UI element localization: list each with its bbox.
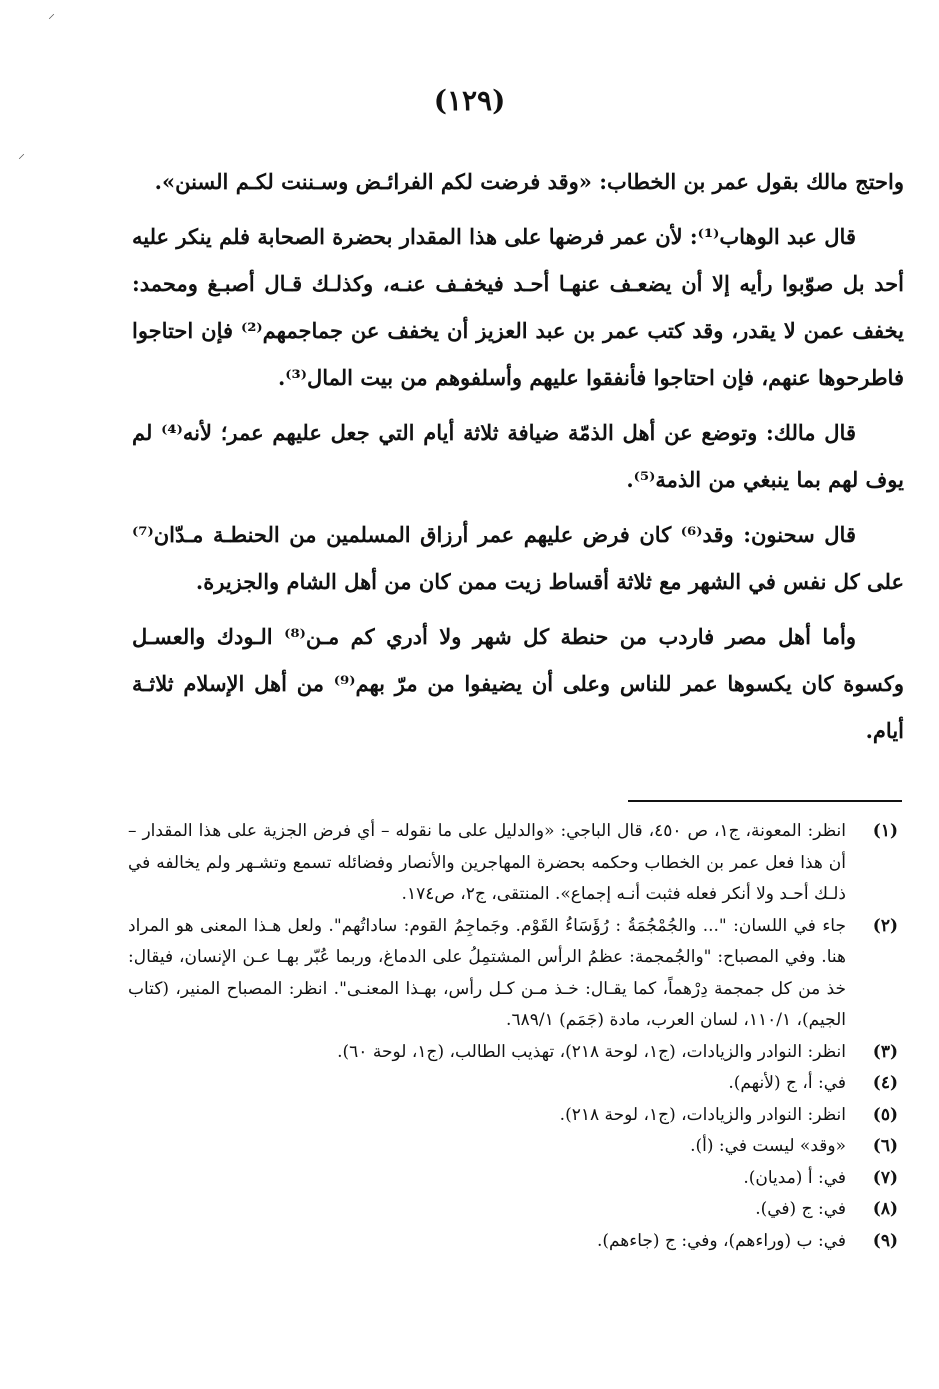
- footnote-text: انظر: النوادر والزيادات، (ج١، لوحة ٢١٨).: [559, 1104, 846, 1125]
- footnote: [128, 816, 898, 911]
- footnote: [128, 911, 898, 1037]
- footnote: [128, 1100, 898, 1132]
- footnote: [128, 1037, 898, 1069]
- paragraph: قال عبد الوهاب⁽¹⁾: لأن عمر فرضها على هذا المقدار بحضرة الصحابة فلم ينكر عليه أحد بل صوّبوا رأيه إلا أن يضعـف عنهـا أحـد فيخفـف عنـه، وكذلـك قـال أصبـغ ومحمد: يخفف عمن لا يقدر، وقد كتب عمر بن عبد العزيز أن يخفف عن جماجمهم⁽²⁾ فإن احتاجوا فاطرحوها عنهم، فإن احتاجوا فأنفقوا عليهم وأسلفوهم من بيت المال⁽³⁾.: [132, 224, 904, 390]
- paragraph: قال سحنون: وقد⁽⁶⁾ كان فرض عليهم عمر أرزاق المسلمين من الحنطـة مـدّان⁽⁷⁾ على كل نفس في الشهر مع ثلاثة أقساط زيت ممن كان من أهل الشام والجزيرة.: [132, 522, 904, 594]
- footnote-number: (٧): [872, 1167, 898, 1188]
- footnote-number: (٣): [872, 1041, 898, 1062]
- footnotes: [128, 816, 898, 1257]
- footnote-number: (٥): [872, 1104, 898, 1125]
- paragraph: واحتج مالك بقول عمر بن الخطاب: «وقد فرضت لكم الفرائـض وسـننت لكـم السنن».: [154, 169, 904, 194]
- footnote-text: انظر: المعونة، ج١، ص ٤٥٠، قال الباجي: «والدليل على ما نقوله – أي فرض الجزية على هذا المقدار – أن هذا فعل عمر بن الخطاب وحكمه بحضرة المهاجرين والأنصار وفضائله تسمع وتشـهر ولم يخالفه في ذلـك أحـد ولا أنكر فعله فثبت أنـه إجماع». المنتقى، ج٢، ص١٧٤.: [128, 821, 846, 904]
- footnote-number: (٢): [872, 915, 898, 936]
- paragraph: وأما أهل مصر فاردب من حنطة كل شهر ولا أدري كم مـن⁽⁸⁾ الـودك والعسـل وكسوة كان يكسوها عمر للناس وعلى أن يضيفوا من مرّ بهم⁽⁹⁾ من أهل الإسلام ثلاثـة أيام.: [132, 624, 904, 743]
- footnote-text: انظر: النوادر والزيادات، (ج١، لوحة ٢١٨)، تهذيب الطالب، (ج١، لوحة ٦٠).: [337, 1041, 846, 1062]
- footnote-number: (٤): [872, 1073, 898, 1093]
- footnote-text: في: ج (في).: [755, 1199, 846, 1219]
- paragraph: قال مالك: وتوضع عن أهل الذمّة ضيافة ثلاثة أيام التي جعل عليهم عمر؛ لأنه⁽⁴⁾ لم يوف لهم بما ينبغي من الذمة⁽⁵⁾.: [132, 420, 904, 492]
- scan-mark: ⸝: [48, 6, 55, 22]
- main-text: [132, 158, 904, 762]
- footnote: [128, 1194, 898, 1226]
- footnote-number: (١): [872, 821, 898, 841]
- footnote: [128, 1068, 898, 1100]
- scan-mark: ⸝: [18, 146, 25, 162]
- page-number: (١٢٩): [433, 84, 506, 117]
- footnote-text: جاء في اللسان: "... والجُمْجُمَةُ : رُؤَسَاءُ القَوْم. وجَماجِمُ القوم: ساداتُهم". ولعل هـذا المعنى هو المراد هنا. وفي المصباح: "والجُمجمة: عظمُ الرأس المشتمِلُ على الدماغ، وربما عُبّر بهـا عـن الإنسان، فيقال: خذ من كل جمجمة دِرْهماً، كما يقـال: خـذ مـن كـل رأس، بهـذا المعنـى". انظر: المصباح المنير، (كتاب الجيم)، ١١٠/١، لسان العرب، مادة (جَمَم) ٦٨٩/١.: [128, 915, 847, 1030]
- footnote-text: «وقد» ليست في: (أ).: [690, 1136, 846, 1156]
- footnote-text: في: ب (وراءهم)، وفي: ج (جاءهم).: [596, 1230, 846, 1251]
- footnote-separator: [628, 800, 902, 802]
- footnote-number: (٩): [872, 1230, 898, 1251]
- footnote: [128, 1131, 898, 1163]
- footnote-text: في: أ (مديان).: [743, 1167, 846, 1188]
- footnote: [128, 1226, 898, 1258]
- footnote-number: (٦): [872, 1136, 898, 1156]
- footnote: [128, 1163, 898, 1195]
- footnote-text: في: أ، ج (لأنهم).: [728, 1073, 846, 1093]
- footnote-number: (٨): [872, 1199, 898, 1219]
